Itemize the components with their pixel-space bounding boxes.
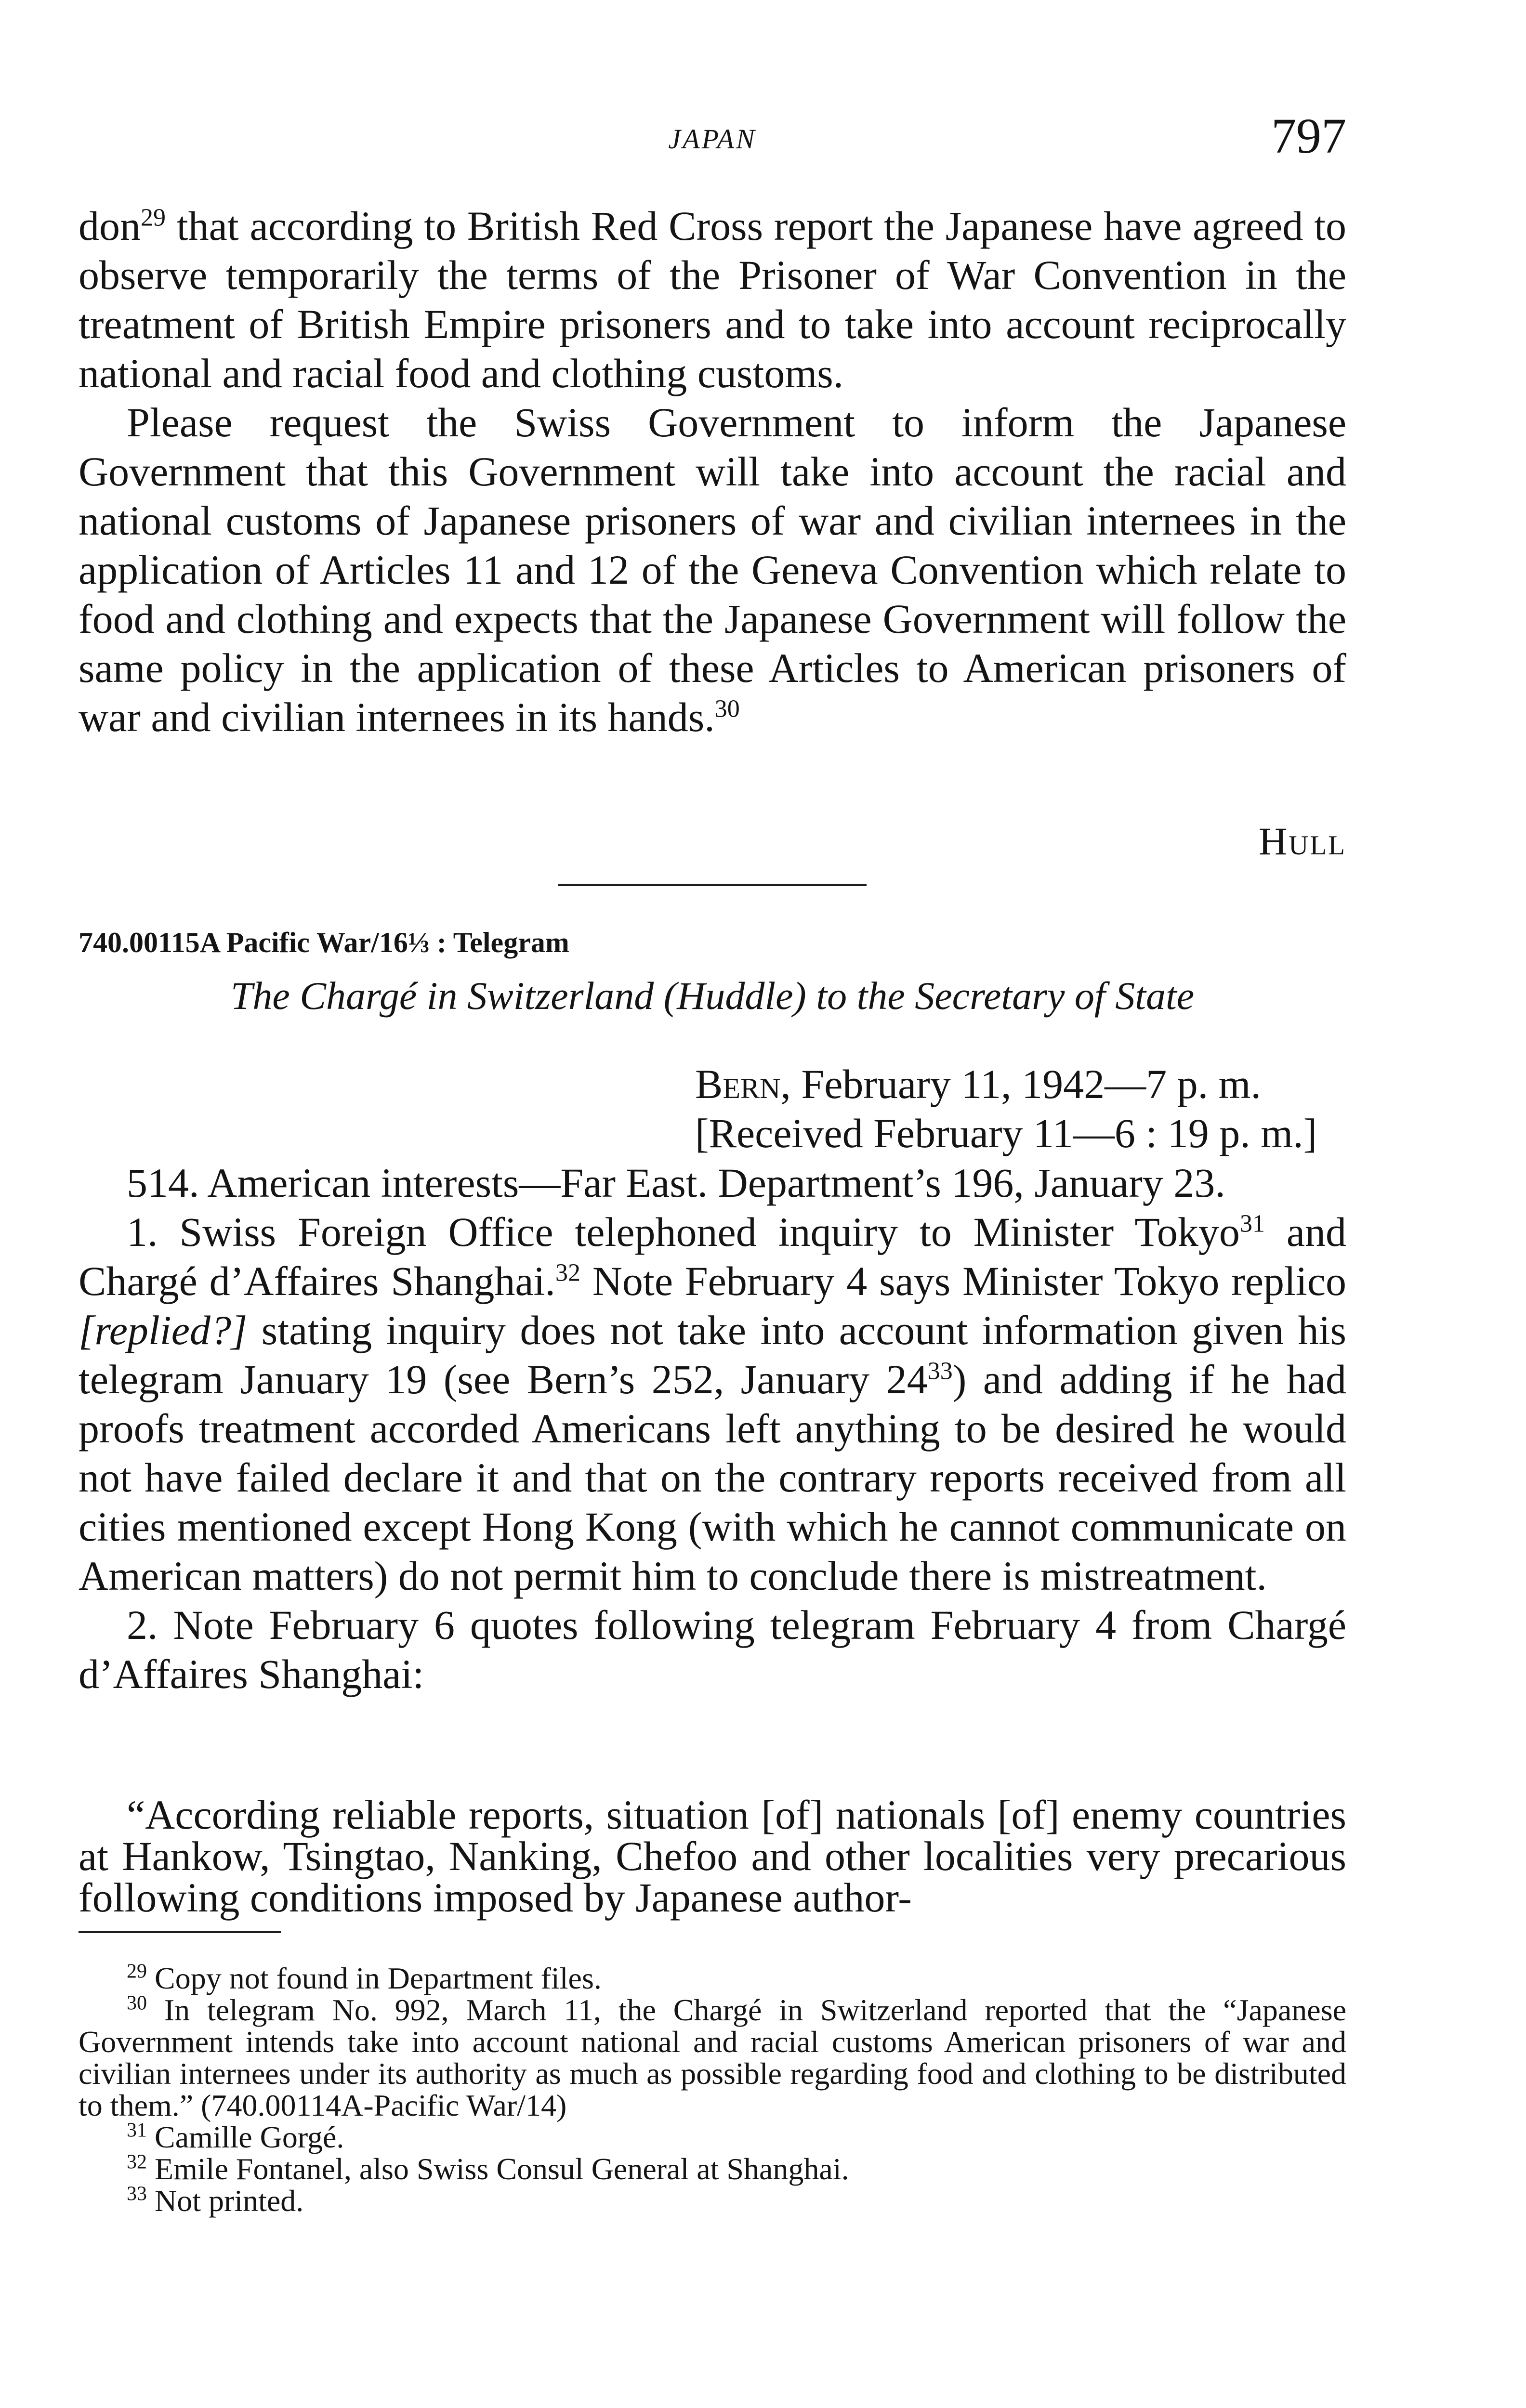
footnote-31 [79, 2121, 1346, 2153]
dateline-place: Bern [695, 1061, 781, 1107]
signature-hull: Hull [1258, 819, 1346, 863]
dateline [79, 1060, 1526, 1158]
footnote-number: 32 [127, 2151, 147, 2173]
footnote-ref-32: 32 [555, 1259, 580, 1287]
footnote-number: 30 [127, 1992, 147, 2015]
footnote-text: Emile Fontanel, also Swiss Consul General at Shanghai. [155, 2152, 849, 2186]
paragraph-text: 1. Swiss Foreign Office telephoned inquiry to Minister Tokyo [127, 1209, 1240, 1255]
dateline-sent [695, 1060, 1526, 1109]
footnote-text: Not printed. [155, 2184, 304, 2218]
footnote-ref-30: 30 [714, 695, 740, 723]
footnote-text: In telegram No. 992, March 11, the Chargé in Switzerland reported that the “Japanese Government intends take into account national and racial customs American prisoners of war and civilian internees under its authority as much as possible regarding food and clothing to be distributed to them.” (740.00114A-Pacific War/14) [79, 1993, 1347, 2122]
footnote-text: Camille Gorgé. [155, 2120, 344, 2154]
telegram-continuation [79, 201, 1346, 742]
running-title: JAPAN [668, 123, 757, 155]
telegram-body [79, 1158, 1346, 1699]
paragraph-1 [79, 1207, 1346, 1600]
section-divider [79, 884, 1346, 886]
paragraph-text: stating inquiry does not take into account information given his telegram January 19 (see Bern’s 252, January 24 [79, 1307, 1346, 1402]
paragraph-text: Please request the Swiss Government to inform the Japanese Government that this Government will take into account the racial and national customs of Japanese prisoners of war and civilian internees in the application of Articles 11 and 12 of the Geneva Convention which relate to food and clothing and expects that the Japanese Government will follow the same policy in the application of these Articles to American prisoners of war and civilian internees in its hands. [79, 399, 1346, 740]
footnote-number: 33 [127, 2183, 147, 2205]
quoted-telegram [79, 1792, 1346, 1921]
paragraph-text: that according to British Red Cross report the Japanese have agreed to observe temporarily the terms of the Prisoner of War Convention in the treatment of British Empire prisoners and to take into account reciprocally national and racial food and clothing customs. [79, 203, 1346, 396]
quote-text: “According reliable reports, situation [of] nationals [of] enemy countries at Hankow, Tsingtao, Nanking, Chefoo and other localities very precarious following conditions imposed by Japanese author- [79, 1792, 1346, 1921]
footnote-ref-31: 31 [1239, 1210, 1265, 1238]
footnote-separator [79, 1931, 1346, 1933]
footnote-30 [79, 1994, 1346, 2121]
file-reference: 740.00115A Pacific War/16⅓ : Telegram [79, 927, 569, 958]
footnote-32 [79, 2153, 1346, 2185]
paragraph-2: 2. Note February 6 quotes following telegram February 4 from Chargé d’Affaires Shanghai: [79, 1602, 1346, 1697]
page-number: 797 [1271, 108, 1346, 164]
footnote-29 [79, 1960, 1346, 1995]
paragraph-request-swiss [79, 398, 1346, 742]
paragraph-514: 514. American interests—Far East. Department’s 196, January 23. [127, 1160, 1225, 1206]
footnote-33 [79, 2185, 1346, 2217]
paragraph-text: ) and adding if he had proofs treatment accorded Americans left anything to be desired he would not have failed declare it and that on the contrary reports received from all cities mentioned except Hong Kong (with which he cannot communicate on American matters) do not permit him to conclude there is mistreatment. [79, 1356, 1346, 1599]
paragraph-red-cross [79, 201, 1346, 398]
document-title: The Chargé in Switzerland (Huddle) to the Secretary of State [230, 974, 1195, 1018]
footnote-rule [79, 1931, 281, 1933]
footnotes [79, 1960, 1347, 2218]
paragraph-text: and Chargé d’Affaires Shanghai. [79, 1209, 1346, 1304]
footnote-number: 29 [127, 1960, 147, 1983]
running-header [79, 104, 1346, 164]
divider-rule [558, 884, 867, 886]
footnote-text: Copy not found in Department files. [155, 1961, 602, 1995]
paragraph-lead: don [79, 203, 141, 249]
footnote-number: 31 [127, 2119, 147, 2142]
dateline-date: , February 11, 1942—7 p. m. [780, 1061, 1262, 1107]
paragraph-text: Note February 4 says Minister Tokyo replico [580, 1258, 1346, 1304]
editorial-insertion: [replied?] [79, 1307, 248, 1353]
dateline-received: [Received February 11—6 : 19 p. m.] [695, 1110, 1317, 1156]
footnote-ref-33: 33 [927, 1357, 953, 1385]
footnote-ref-29: 29 [141, 204, 166, 232]
